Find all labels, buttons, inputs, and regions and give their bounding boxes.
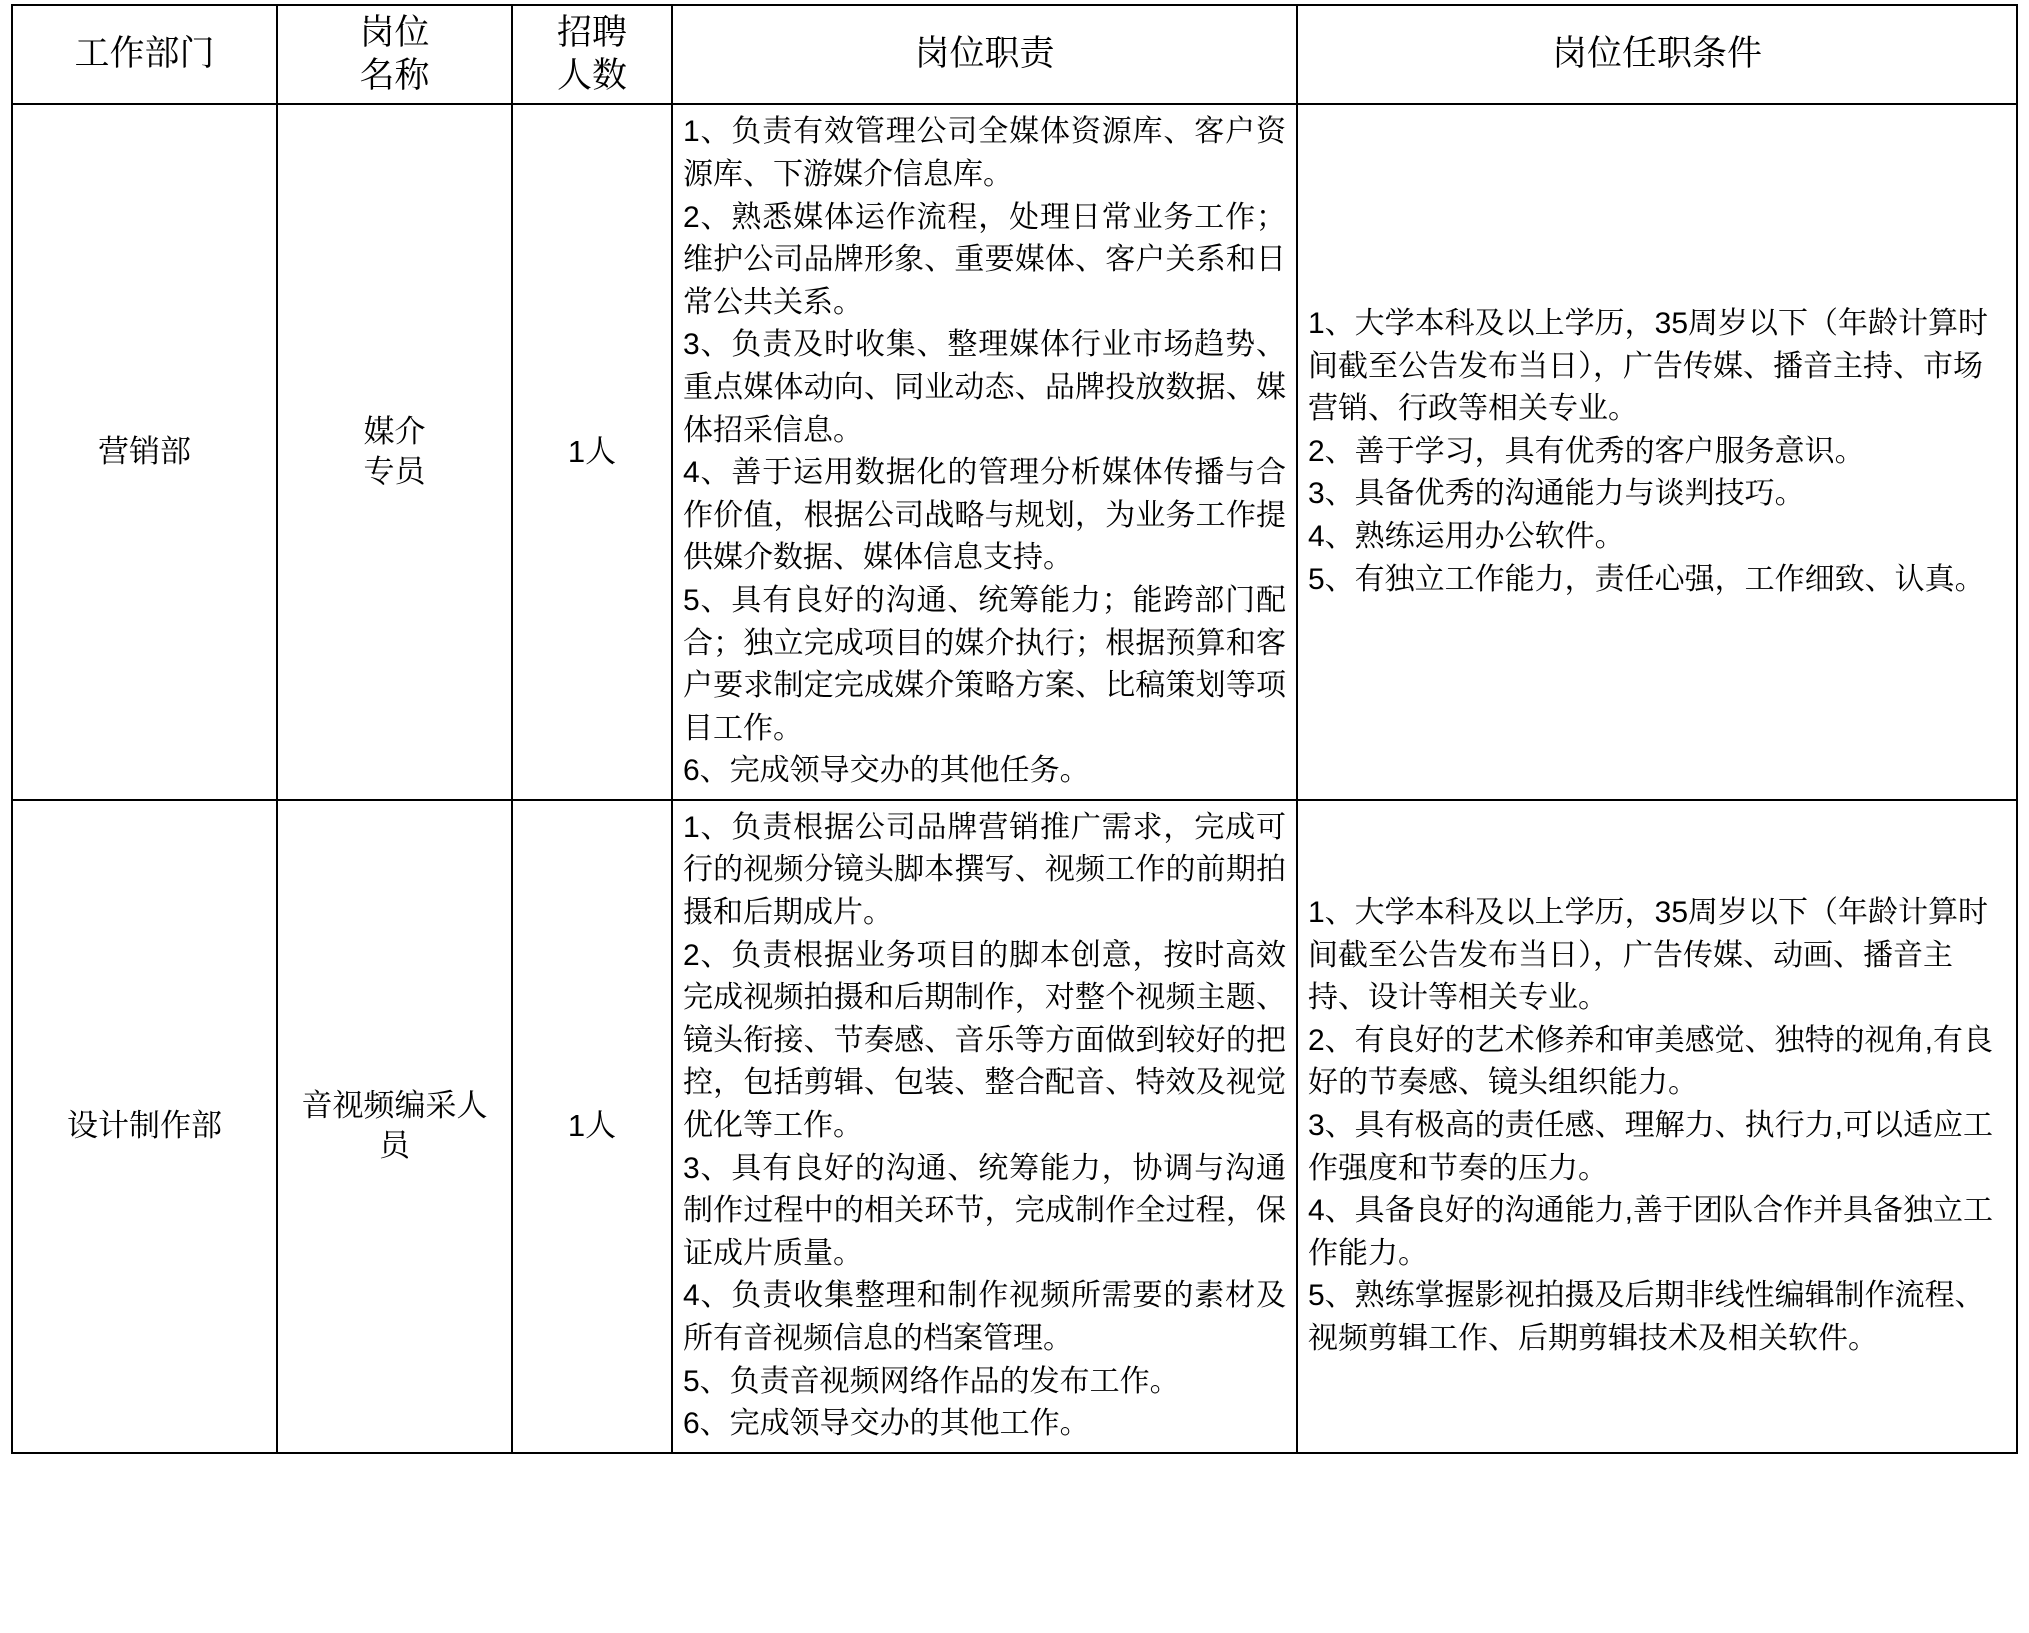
column-header-position-line-2: 名称 [359, 55, 430, 95]
column-header-duties-line-1: 岗位职责 [914, 34, 1055, 74]
cell-position-line-1: 媒介 [363, 413, 426, 449]
requirement-item: 3、具有极高的责任感、理解力、执行力,可以适应工作强度和节奏的压力。 [1308, 1109, 1994, 1185]
requirement-item: 3、具备优秀的沟通能力与谈判技巧。 [1308, 477, 1805, 511]
duty-item: 5、负责音视频网络作品的发布工作。 [683, 1364, 1180, 1398]
cell-duties [672, 800, 1297, 1453]
column-header-headcount-line-1: 招聘 [556, 13, 627, 52]
cell-headcount: 1人 [512, 800, 672, 1453]
duty-item: 4、负责收集整理和制作视频所需要的素材及所有音视频信息的档案管理。 [683, 1279, 1286, 1355]
requirement-item: 1、大学本科及以上学历，35周岁以下（年龄计算时间截至公告发布当日），广告传媒、播音主持、市场营销、行政等相关专业。 [1308, 307, 1989, 426]
duty-item: 3、具有良好的沟通、统筹能力，协调与沟通制作过程中的相关环节，完成制作全过程，保证成片质量。 [683, 1151, 1286, 1270]
duty-item: 6、完成领导交办的其他任务。 [683, 754, 1090, 788]
cell-position-line-1: 音视频编采人员 [301, 1088, 488, 1164]
column-header-requirements [1297, 5, 2017, 104]
cell-duties [672, 104, 1297, 800]
requirement-item: 5、熟练掌握影视拍摄及后期非线性编辑制作流程、视频剪辑工作、后期剪辑技术及相关软件。 [1308, 1279, 1985, 1355]
duty-item: 6、完成领导交办的其他工作。 [683, 1407, 1090, 1441]
column-header-duties [672, 5, 1297, 104]
duty-item: 1、负责有效管理公司全媒体资源库、客户资源库、下游媒介信息库。 [683, 115, 1286, 191]
requirement-item: 5、有独立工作能力，责任心强，工作细致、认真。 [1308, 562, 1985, 596]
cell-position-line-2: 专员 [363, 454, 426, 490]
requirement-item: 1、大学本科及以上学历，35周岁以下（年龄计算时间截至公告发布当日），广告传媒、动画、播音主持、设计等相关专业。 [1308, 896, 1989, 1015]
duty-item: 2、负责根据业务项目的脚本创意，按时高效完成视频拍摄和后期制作，对整个视频主题、镜头衔接、节奏感、音乐等方面做到较好的把控，包括剪辑、包装、整合配音、特效及视觉优化等工作。 [683, 938, 1286, 1143]
requirement-item: 2、善于学习，具有优秀的客户服务意识。 [1308, 434, 1865, 468]
column-header-position-line-1: 岗位 [359, 13, 430, 52]
cell-position [277, 104, 512, 800]
cell-headcount: 1人 [512, 104, 672, 800]
column-header-department [12, 5, 277, 104]
table-row [12, 104, 2017, 800]
column-header-requirements-line-1: 岗位任职条件 [1551, 34, 1762, 74]
cell-department: 营销部 [12, 104, 277, 800]
requirement-item: 4、熟练运用办公软件。 [1308, 520, 1625, 554]
requirement-item: 2、有良好的艺术修养和审美感觉、独特的视角,有良好的节奏感、镜头组织能力。 [1308, 1023, 1994, 1100]
duty-item: 3、负责及时收集、整理媒体行业市场趋势、重点媒体动向、同业动态、品牌投放数据、媒体招采信息。 [683, 328, 1286, 447]
column-header-department-line-1: 工作部门 [74, 34, 215, 74]
cell-requirements [1297, 800, 2017, 1453]
table-header-row [12, 5, 2017, 104]
duty-item: 1、负责根据公司品牌营销推广需求，完成可行的视频分镜头脚本撰写、视频工作的前期拍摄和后期成片。 [683, 810, 1286, 930]
duty-item: 2、熟悉媒体运作流程，处理日常业务工作；维护公司品牌形象、重要媒体、客户关系和日常公共关系。 [683, 200, 1286, 319]
table-header [12, 5, 2017, 104]
cell-department: 设计制作部 [12, 800, 277, 1453]
table-row [12, 800, 2017, 1453]
duty-item: 4、善于运用数据化的管理分析媒体传播与合作价值，根据公司战略与规划，为业务工作提供媒介数据、媒体信息支持。 [683, 456, 1286, 575]
requirement-item: 4、具备良好的沟通能力,善于团队合作并具备独立工作能力。 [1308, 1194, 1994, 1270]
column-header-headcount-line-2: 人数 [556, 55, 627, 95]
table-body [12, 104, 2017, 1452]
recruitment-table [11, 4, 2018, 1454]
duty-item: 5、具有良好的沟通、统筹能力；能跨部门配合；独立完成项目的媒介执行；根据预算和客户要求制定完成媒介策略方案、比稿策划等项目工作。 [683, 583, 1286, 745]
column-header-position [277, 5, 512, 104]
cell-position [277, 800, 512, 1453]
cell-requirements [1297, 104, 2017, 800]
column-header-headcount [512, 5, 672, 104]
